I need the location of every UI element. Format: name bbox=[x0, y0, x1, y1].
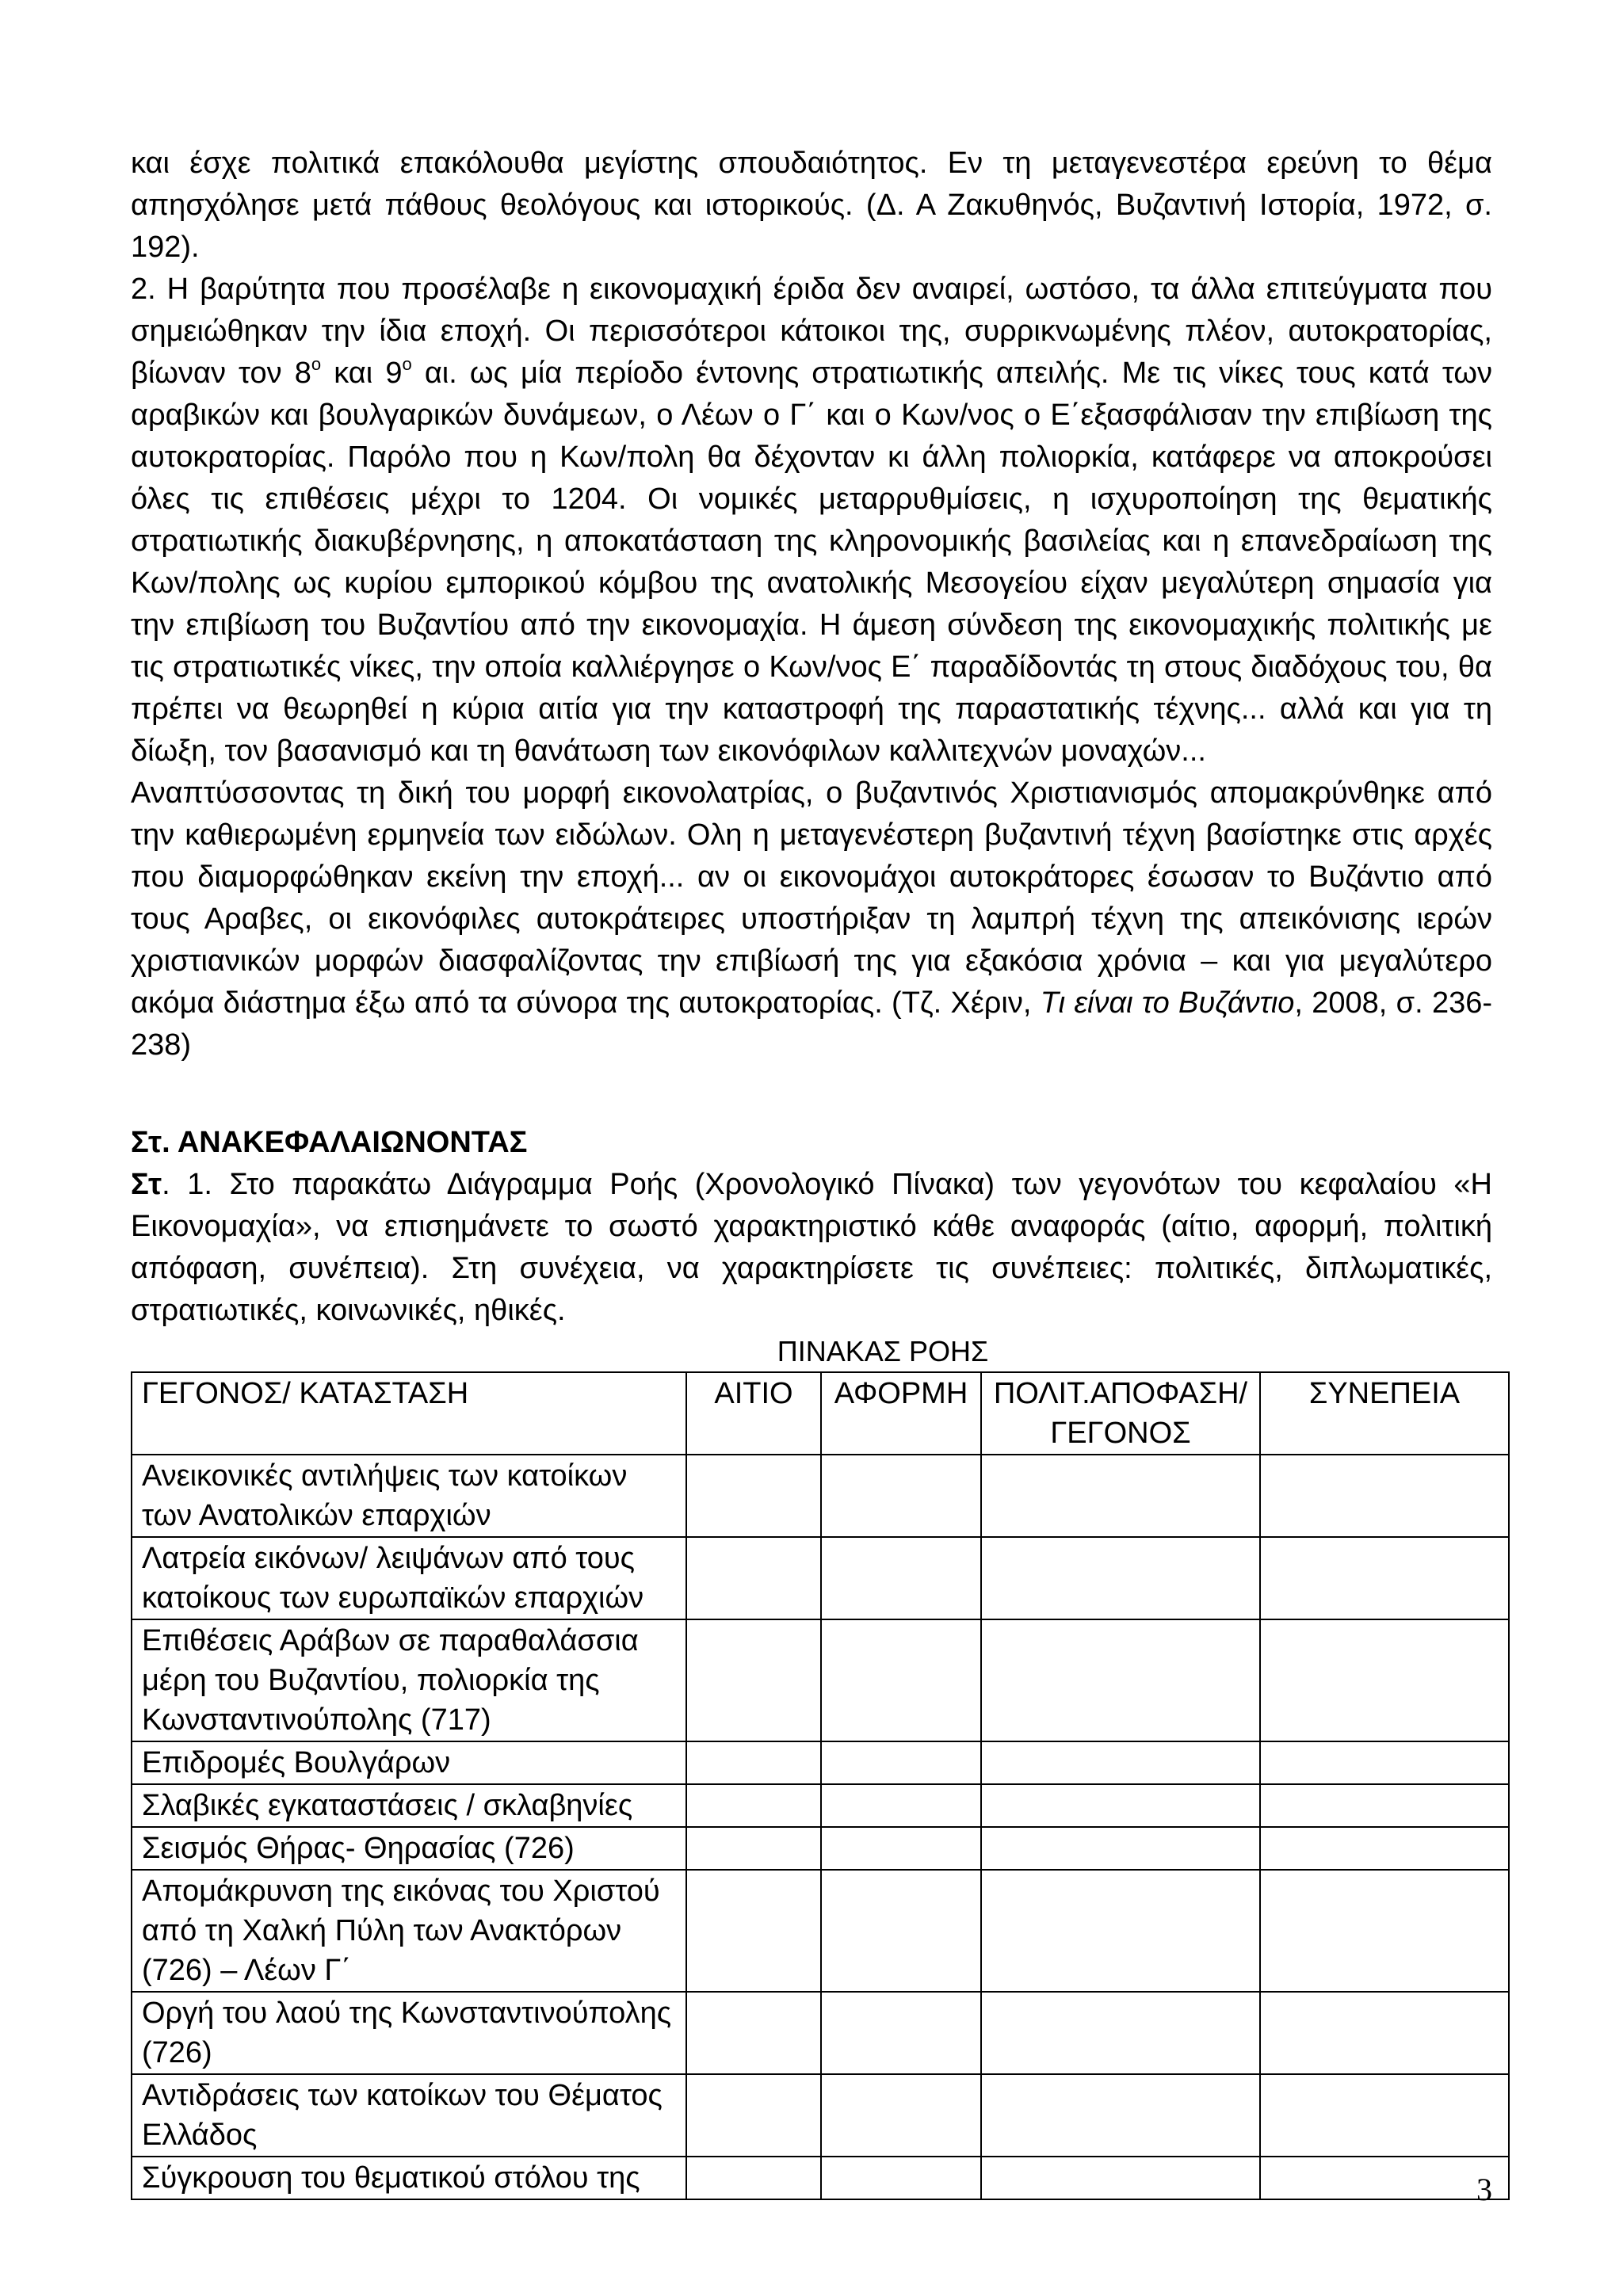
table-row bbox=[132, 1870, 1509, 1992]
consequence-cell[interactable] bbox=[1260, 1537, 1509, 1619]
cause-cell[interactable] bbox=[686, 1537, 821, 1619]
consequence-cell[interactable] bbox=[1260, 1827, 1509, 1870]
table-row bbox=[132, 1741, 1509, 1784]
consequence-cell[interactable] bbox=[1260, 1455, 1509, 1537]
consequence-cell[interactable] bbox=[1260, 1741, 1509, 1784]
decision-cell[interactable] bbox=[981, 1619, 1260, 1741]
consequence-cell[interactable] bbox=[1260, 1992, 1509, 2074]
flow-table bbox=[131, 1371, 1510, 2200]
decision-cell[interactable] bbox=[981, 1827, 1260, 1870]
event-cell: Απομάκρυνση της εικόνας του Χριστού από τη Χαλκή Πύλη των Ανακτόρων (726) – Λέων Γ΄ bbox=[132, 1870, 686, 1992]
trigger-cell[interactable] bbox=[821, 2157, 981, 2199]
superscript: ο bbox=[402, 354, 412, 375]
paragraph-2-text-b: και 9 bbox=[321, 357, 403, 390]
paragraph-2-text-a: 2. Η βαρύτητα που προσέλαβε η εικονομαχική έριδα δεν αναιρεί, ωστόσο, τα άλλα επιτεύγματα που σημειώθηκαν την ίδια εποχή. Οι περισσότεροι κάτοικοι της, συρρικνωμένης πλέον, αυτοκρατορίας, βίωναν τον 8 bbox=[131, 273, 1492, 390]
event-cell: Επιδρομές Βουλγάρων bbox=[132, 1741, 686, 1784]
consequence-cell[interactable] bbox=[1260, 2074, 1509, 2157]
trigger-cell[interactable] bbox=[821, 1992, 981, 2074]
cause-cell[interactable] bbox=[686, 1827, 821, 1870]
decision-cell[interactable] bbox=[981, 2074, 1260, 2157]
trigger-cell[interactable] bbox=[821, 1784, 981, 1827]
cause-cell[interactable] bbox=[686, 2074, 821, 2157]
event-cell: Λατρεία εικόνων/ λειψάνων από τους κατοίκους των ευρωπαϊκών επαρχιών bbox=[132, 1537, 686, 1619]
task-instructions bbox=[131, 1164, 1492, 1332]
table-row bbox=[132, 1992, 1509, 2074]
header-cause: ΑΙΤΙΟ bbox=[686, 1372, 821, 1455]
task-text: . 1. Στο παρακάτω Διάγραμμα Ροής (Χρονολογικό Πίνακα) των γεγονότων του κεφαλαίου «Η Εικονομαχία», να επισημάνετε το σωστό χαρακτηριστικό κάθε αναφοράς (αίτιο, αφορμή, πολιτική απόφαση, συνέπεια). Στη συνέχεια, να χαρακτηρίσετε τις συνέπειες: πολιτικές, διπλωματικές, στρατιωτικές, κοινωνικές, ηθικές. bbox=[131, 1168, 1492, 1327]
cause-cell[interactable] bbox=[686, 1784, 821, 1827]
decision-cell[interactable] bbox=[981, 1537, 1260, 1619]
table-row bbox=[132, 1784, 1509, 1827]
task-prefix: Στ bbox=[131, 1168, 162, 1201]
table-row bbox=[132, 1537, 1509, 1619]
event-cell: Ανεικονικές αντιλήψεις των κατοίκων των Ανατολικών επαρχιών bbox=[132, 1455, 686, 1537]
header-event: ΓΕΓΟΝΟΣ/ ΚΑΤΑΣΤΑΣΗ bbox=[132, 1372, 686, 1455]
cause-cell[interactable] bbox=[686, 1992, 821, 2074]
table-title: ΠΙΝΑΚΑΣ ΡΟΗΣ bbox=[777, 1335, 989, 1367]
trigger-cell[interactable] bbox=[821, 1537, 981, 1619]
section-heading bbox=[131, 1122, 1492, 1164]
header-decision: ΠΟΛΙΤ.ΑΠΟΦΑΣΗ/ ΓΕΓΟΝΟΣ bbox=[981, 1372, 1260, 1455]
cause-cell[interactable] bbox=[686, 1455, 821, 1537]
paragraph-2-text-c: αι. ως μία περίοδο έντονης στρατιωτικής απειλής. Με τις νίκες τους κατά των αραβικών και βουλγαρικών δυνάμεων, ο Λέων ο Γ΄ και ο Κων/νος ο Ε΄εξασφάλισαν την επιβίωση της αυτοκρατορίας. Παρόλο που η Κων/πολη θα δέχονταν κι άλλη πολιορκία, κατάφερε να αποκρούσει όλες τις επιθέσεις μέχρι το 1204. Οι νομικές μεταρρυθμίσεις, η ισχυροποίηση της θεματικής στρατιωτικής διακυβέρνησης, η αποκατάσταση της κληρονομικής βασιλείας και η επανεδραίωση της Κων/πολης ως κυρίου εμπορικού κόμβου της ανατολικής Μεσογείου είχαν μεγαλύτερη σημασία για την επιβίωση του Βυζαντίου από την εικονομαχία. Η άμεση σύνδεση της εικονομαχικής πολιτικής με τις στρατιωτικές νίκες, την οποία καλλιέργησε ο Κων/νος Ε΄ παραδίδοντάς τη στους διαδόχους του, θα πρέπει να θεωρηθεί η κύρια αιτία για την καταστροφή της παραστατικής τέχνης... αλλά και για τη δίωξη, τον βασανισμό και τη θανάτωση των εικονόφιλων καλλιτεχνών μοναχών... bbox=[131, 357, 1493, 768]
consequence-cell[interactable] bbox=[1260, 1870, 1509, 1992]
trigger-cell[interactable] bbox=[821, 1827, 981, 1870]
consequence-cell[interactable] bbox=[1260, 1619, 1509, 1741]
cause-cell[interactable] bbox=[686, 2157, 821, 2199]
section-title: ΑΝΑΚΕΦΑΛΑΙΩΝΟΝΤΑΣ bbox=[177, 1126, 528, 1159]
header-trigger: ΑΦΟΡΜΗ bbox=[821, 1372, 981, 1455]
consequence-cell[interactable] bbox=[1260, 2157, 1509, 2199]
header-consequence: ΣΥΝΕΠΕΙΑ bbox=[1260, 1372, 1509, 1455]
trigger-cell[interactable] bbox=[821, 1870, 981, 1992]
event-cell: Σύγκρουση του θεματικού στόλου της bbox=[132, 2157, 686, 2199]
table-header-row bbox=[132, 1372, 1509, 1455]
event-cell: Επιθέσεις Αράβων σε παραθαλάσσια μέρη του Βυζαντίου, πολιορκία της Κωνσταντινούπολης (717) bbox=[132, 1619, 686, 1741]
consequence-cell[interactable] bbox=[1260, 1784, 1509, 1827]
trigger-cell[interactable] bbox=[821, 1741, 981, 1784]
decision-cell[interactable] bbox=[981, 1741, 1260, 1784]
decision-cell[interactable] bbox=[981, 1455, 1260, 1537]
decision-cell[interactable] bbox=[981, 1870, 1260, 1992]
paragraph-3-text-a: Αναπτύσσοντας τη δική του μορφή εικονολατρίας, ο βυζαντινός Χριστιανισμός απομακρύνθηκε από την καθιερωμένη ερμηνεία των ειδώλων. Ολη η μεταγενέστερη βυζαντινή τέχνη βασίστηκε στις αρχές που διαμορφώθηκαν εκείνη την εποχή... αν οι εικονομάχοι αυτοκράτορες έσωσαν το Βυζάντιο από τους Αραβες, οι εικονόφιλες αυτοκράτειρες υποστήριξαν τη λαμπρή τέχνη της απεικόνισης ιερών χριστιανικών μορφών διασφαλίζοντας την επιβίωσή της για εξακόσια χρόνια – και για μεγαλύτερο ακόμα διάστημα έξω από τα σύνορα της αυτοκρατορίας. (Τζ. Χέριν, bbox=[131, 776, 1492, 1020]
trigger-cell[interactable] bbox=[821, 2074, 981, 2157]
trigger-cell[interactable] bbox=[821, 1455, 981, 1537]
paragraph-1: και έσχε πολιτικά επακόλουθα μεγίστης σπουδαιότητος. Εν τη μεταγενεστέρα ερεύνη το θέμα απησχόλησε μετά πάθους θεολόγους και ιστορικούς. (Δ. Α Ζακυθηνός, Βυζαντινή Ιστορία, 1972, σ. 192). bbox=[131, 147, 1492, 264]
decision-cell[interactable] bbox=[981, 1992, 1260, 2074]
decision-cell[interactable] bbox=[981, 2157, 1260, 2199]
superscript: ο bbox=[311, 354, 322, 375]
trigger-cell[interactable] bbox=[821, 1619, 981, 1741]
cause-cell[interactable] bbox=[686, 1619, 821, 1741]
decision-cell[interactable] bbox=[981, 1784, 1260, 1827]
spacer bbox=[131, 1066, 1492, 1122]
table-row bbox=[132, 1455, 1509, 1537]
event-cell: Αντιδράσεις των κατοίκων του Θέματος Ελλάδος bbox=[132, 2074, 686, 2157]
paragraph-3-text-b: , 2008, σ. 236-238) bbox=[131, 986, 1492, 1062]
paragraph-3 bbox=[131, 772, 1492, 1066]
cause-cell[interactable] bbox=[686, 1741, 821, 1784]
book-title: Τι είναι το Βυζάντιο bbox=[1040, 986, 1295, 1020]
table-row bbox=[132, 2157, 1509, 2199]
section-prefix: Στ. bbox=[131, 1126, 170, 1159]
table-row bbox=[132, 1619, 1509, 1741]
table-row bbox=[132, 2074, 1509, 2157]
event-cell: Σλαβικές εγκαταστάσεις / σκλαβηνίες bbox=[132, 1784, 686, 1827]
table-row bbox=[132, 1827, 1509, 1870]
paragraph-2 bbox=[131, 269, 1492, 772]
event-cell: Οργή του λαού της Κωνσταντινούπολης (726) bbox=[132, 1992, 686, 2074]
page-number: 3 bbox=[1476, 2172, 1492, 2207]
cause-cell[interactable] bbox=[686, 1870, 821, 1992]
event-cell: Σεισμός Θήρας- Θηρασίας (726) bbox=[132, 1827, 686, 1870]
